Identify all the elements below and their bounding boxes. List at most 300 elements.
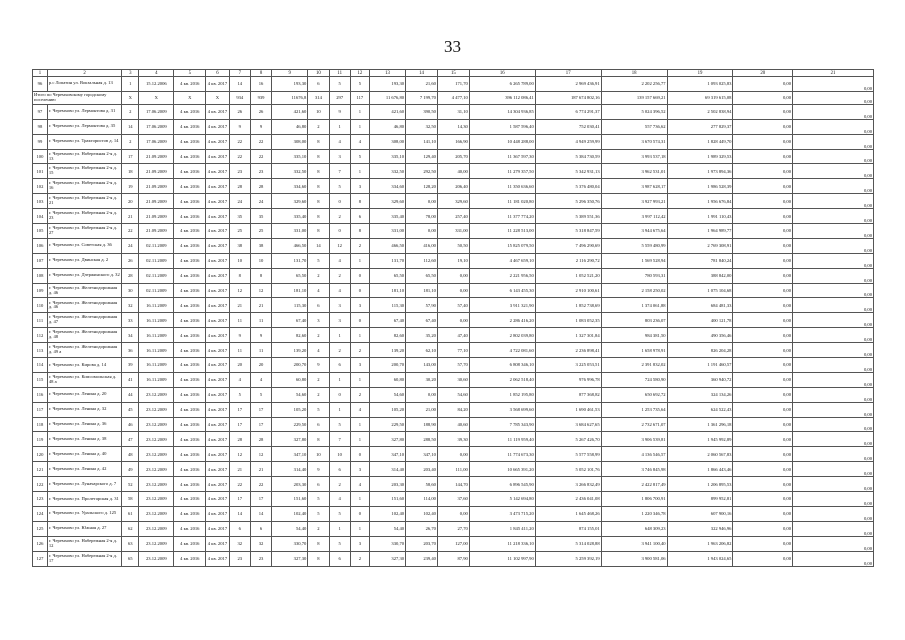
table-cell: 187 674 802,16: [535, 91, 601, 104]
table-cell: 21: [229, 298, 250, 313]
table-cell: 99: [33, 134, 48, 149]
table-cell: 8: [308, 194, 329, 209]
table-cell: 0,00: [733, 551, 793, 566]
table-cell: 0,00: [793, 402, 874, 417]
table-cell: 139 157 669,21: [601, 91, 667, 104]
table-cell: 3: [350, 298, 369, 313]
table-cell: г. Черемхово ул. Ленина д. 36: [47, 417, 121, 432]
table-cell: 6 143 455,30: [469, 283, 535, 298]
table-cell: 14: [406, 70, 438, 77]
table-cell: 11: [250, 343, 271, 358]
table-cell: 0,00: [733, 283, 793, 298]
table-cell: 6: [329, 358, 350, 373]
table-cell: 2 116 290,72: [535, 253, 601, 268]
table-cell: 78,00: [406, 209, 438, 224]
table-cell: 10 665 391,20: [469, 462, 535, 477]
table-cell: 329,60: [272, 194, 308, 209]
table-cell: 1 986 528,39: [667, 179, 733, 194]
table-cell: 23: [250, 164, 271, 179]
table-cell: 0,00: [733, 387, 793, 402]
table-row: [33, 253, 874, 268]
table-cell: 23.12.2009: [139, 492, 174, 507]
table-row: [33, 506, 874, 521]
table-cell: 21.09.2009: [139, 224, 174, 239]
table-cell: 0: [329, 194, 350, 209]
table-cell: 11 102 997,90: [469, 551, 535, 566]
table-row: [33, 283, 874, 298]
table-cell: 8: [350, 224, 369, 239]
table-cell: 5 559 480,99: [601, 238, 667, 253]
table-cell: 8: [308, 134, 329, 149]
table-cell: 16.11.2009: [139, 343, 174, 358]
table-cell: 181,10: [406, 283, 438, 298]
table-cell: 40,60: [437, 417, 469, 432]
table-cell: 0,00: [793, 149, 874, 164]
table-cell: 13: [369, 70, 405, 77]
table-cell: 4 кв. 2016: [174, 298, 206, 313]
table-cell: 12: [250, 447, 271, 462]
table-cell: г. Черемхово ул. Железнодорожная д. 46: [47, 298, 121, 313]
table-cell: г. Черемхово ул. Лермонтова д. 31: [47, 104, 121, 119]
table-cell: 1: [329, 402, 350, 417]
table-cell: 4 кв. 2016: [174, 417, 206, 432]
table-cell: 203,30: [272, 477, 308, 492]
table-cell: 330,70: [272, 536, 308, 551]
table-cell: 335,40: [272, 209, 308, 224]
table-cell: 347,10: [406, 447, 438, 462]
table-cell: 39: [122, 358, 139, 373]
table-cell: 650 692,72: [601, 387, 667, 402]
table-cell: 4: [350, 134, 369, 149]
table-cell: 8: [308, 536, 329, 551]
table-cell: 22: [250, 477, 271, 492]
table-cell: г. Черемхово ул. Ленина д. 20: [47, 387, 121, 402]
table-cell: 0,00: [437, 313, 469, 328]
table-cell: 4 кв. 2016: [174, 372, 206, 387]
table-row: [33, 238, 874, 253]
table-cell: 0,00: [733, 119, 793, 134]
table-cell: 25: [229, 224, 250, 239]
table-cell: 17: [229, 402, 250, 417]
table-cell: 877 368,82: [535, 387, 601, 402]
table-cell: 35: [250, 209, 271, 224]
table-cell: 17: [535, 70, 601, 77]
table-cell: 421,60: [369, 104, 405, 119]
table-row: [33, 492, 874, 507]
table-row: [33, 164, 874, 179]
table-cell: г. Черемхово ул. Ленина д. 40: [47, 447, 121, 462]
table-cell: 4 136 546,57: [601, 447, 667, 462]
table-cell: 0,00: [793, 358, 874, 373]
table-cell: 4 кв. 2017: [206, 536, 229, 551]
table-cell: г. Черемхово ул. Набережная 2-я д. 16: [47, 179, 121, 194]
table-cell: 12: [229, 283, 250, 298]
table-cell: 6: [308, 77, 329, 92]
table-cell: 52: [122, 477, 139, 492]
table-cell: 466,50: [369, 238, 405, 253]
table-cell: 1 569 528,94: [601, 253, 667, 268]
table-cell: г. Черемхово ул. Железнодорожная д. 47: [47, 313, 121, 328]
table-cell: 102,40: [406, 506, 438, 521]
table-cell: 02.11.2009: [139, 283, 174, 298]
table-row: [33, 194, 874, 209]
table-cell: 22: [122, 224, 139, 239]
table-cell: 0,00: [793, 506, 874, 521]
table-cell: 3 670 574,31: [601, 134, 667, 149]
table-cell: 5 318 847,59: [535, 224, 601, 239]
table-cell: 4 кв. 2016: [174, 387, 206, 402]
table-cell: 50,50: [437, 238, 469, 253]
total-row: [33, 91, 874, 104]
table-cell: 1 645 468,26: [535, 506, 601, 521]
table-cell: 2: [308, 372, 329, 387]
table-cell: 4 кв. 2016: [174, 283, 206, 298]
table-cell: 1 374 061,88: [601, 298, 667, 313]
table-cell: 4: [329, 134, 350, 149]
table-cell: 1: [350, 104, 369, 119]
table-cell: 229,50: [369, 417, 405, 432]
table-cell: 4 кв. 2016: [174, 432, 206, 447]
table-cell: 19: [667, 70, 733, 77]
table-cell: 65,50: [369, 268, 405, 283]
table-cell: 4 кв. 2016: [174, 477, 206, 492]
table-cell: 17: [250, 492, 271, 507]
table-cell: 18: [601, 70, 667, 77]
table-cell: 1 658 978,91: [601, 343, 667, 358]
table-cell: 0,00: [793, 134, 874, 149]
table-cell: 4 кв. 2017: [206, 238, 229, 253]
table-cell: 65,50: [272, 268, 308, 283]
table-cell: 15.12.2006: [139, 77, 174, 92]
table-cell: 57,40: [437, 298, 469, 313]
table-cell: 1 963 206,82: [667, 536, 733, 551]
table-cell: 421,60: [272, 104, 308, 119]
table-cell: 61: [122, 506, 139, 521]
table-cell: 1 828 449,70: [667, 134, 733, 149]
table-cell: 10: [250, 253, 271, 268]
table-cell: 0,00: [793, 447, 874, 462]
table-cell: 11 279 357,50: [469, 164, 535, 179]
table-cell: 4 кв. 2016: [174, 447, 206, 462]
table-cell: 84,20: [437, 402, 469, 417]
table-cell: 1 327 301,84: [535, 328, 601, 343]
table-cell: 3 266 832,49: [535, 477, 601, 492]
table-cell: 38: [250, 238, 271, 253]
table-cell: 10: [308, 447, 329, 462]
table-cell: 0,00: [793, 253, 874, 268]
table-cell: 229,50: [272, 417, 308, 432]
table-cell: 49: [122, 462, 139, 477]
table-cell: 1: [350, 492, 369, 507]
table-cell: 331,00: [272, 224, 308, 239]
table-cell: 2 221 956,50: [469, 268, 535, 283]
table-cell: 327,80: [369, 432, 405, 447]
table-cell: 206,40: [437, 179, 469, 194]
table-cell: г. Черемхово ул. Южная д. 27: [47, 521, 121, 536]
table-cell: 1 956 676,84: [667, 194, 733, 209]
table-row: [33, 417, 874, 432]
table-cell: 139,20: [369, 343, 405, 358]
table-cell: 0,00: [406, 224, 438, 239]
table-row: [33, 268, 874, 283]
table-cell: 0,00: [793, 283, 874, 298]
table-cell: 28: [250, 432, 271, 447]
table-cell: 6: [350, 209, 369, 224]
table-row: [33, 387, 874, 402]
table-cell: 41: [122, 372, 139, 387]
table-cell: 60,80: [369, 372, 405, 387]
table-cell: 984 381,50: [601, 328, 667, 343]
table-cell: 2: [308, 387, 329, 402]
table-cell: 23.12.2009: [139, 387, 174, 402]
table-cell: 115: [33, 372, 48, 387]
table-cell: 6: [250, 521, 271, 536]
table-cell: 77,10: [437, 343, 469, 358]
table-cell: 4 кв. 2017: [206, 149, 229, 164]
table-cell: 1: [350, 432, 369, 447]
table-cell: 57,70: [437, 358, 469, 373]
table-cell: 3: [329, 298, 350, 313]
table-cell: 17.06.2009: [139, 104, 174, 119]
table-cell: 21.09.2009: [139, 149, 174, 164]
table-cell: 4 кв. 2016: [174, 343, 206, 358]
table-cell: 7 199,70: [406, 91, 438, 104]
table-cell: 16.11.2009: [139, 298, 174, 313]
table-cell: 111: [33, 313, 48, 328]
table-cell: 14: [308, 238, 329, 253]
table-cell: г. Черемхово ул. Советская д. 36: [47, 238, 121, 253]
table-cell: 117: [33, 402, 48, 417]
table-cell: 0: [329, 387, 350, 402]
table-cell: 3: [350, 536, 369, 551]
table-cell: 0,00: [733, 372, 793, 387]
table-cell: 32: [250, 536, 271, 551]
table-cell: 33: [122, 313, 139, 328]
table-cell: 0,00: [793, 417, 874, 432]
table-cell: 17: [122, 149, 139, 164]
table-cell: 396 112 086,41: [469, 91, 535, 104]
table-cell: 648 309,23: [601, 521, 667, 536]
table-cell: 0,00: [733, 536, 793, 551]
table-cell: 109: [33, 283, 48, 298]
table-cell: 2 436 041,08: [535, 492, 601, 507]
table-cell: 19,10: [437, 253, 469, 268]
table-cell: 0,00: [733, 506, 793, 521]
table-cell: 9: [329, 104, 350, 119]
table-cell: 3 225 053,51: [535, 358, 601, 373]
table-cell: 22: [229, 134, 250, 149]
table-cell: г. Черемхово ул. Уральского д. 125: [47, 506, 121, 521]
table-cell: 7: [229, 70, 250, 77]
table-cell: X: [122, 91, 139, 104]
table-cell: 5: [350, 149, 369, 164]
table-cell: 46: [122, 417, 139, 432]
table-cell: 23.12.2009: [139, 462, 174, 477]
table-cell: 1: [350, 328, 369, 343]
table-cell: 19: [122, 179, 139, 194]
table-cell: 4 кв. 2017: [206, 551, 229, 566]
table-cell: 54,40: [272, 521, 308, 536]
table-cell: 200,70: [369, 358, 405, 373]
table-cell: 5 052 101,76: [535, 462, 601, 477]
table-cell: 0,00: [793, 387, 874, 402]
table-cell: 4: [350, 402, 369, 417]
table-cell: 24: [122, 238, 139, 253]
table-cell: 11 774 673,30: [469, 447, 535, 462]
table-cell: 3 987 628,17: [601, 179, 667, 194]
table-cell: 4 кв. 2016: [174, 224, 206, 239]
table-cell: 21: [250, 462, 271, 477]
table-cell: 5 384 730,59: [535, 149, 601, 164]
table-cell: 332,50: [369, 164, 405, 179]
table-cell: 116: [33, 387, 48, 402]
table-cell: г. Черемхово ул. Комсомольская д. 48 а: [47, 372, 121, 387]
table-cell: 5 259 392,19: [535, 551, 601, 566]
table-cell: 0,00: [793, 209, 874, 224]
table-cell: 4 кв. 2016: [174, 77, 206, 92]
table-cell: X: [174, 91, 206, 104]
table-cell: 4 кв. 2016: [174, 506, 206, 521]
table-cell: 7: [329, 164, 350, 179]
table-cell: 14: [250, 506, 271, 521]
table-cell: 3 900 581,06: [601, 551, 667, 566]
table-cell: 02.11.2009: [139, 253, 174, 268]
table-cell: 4: [229, 372, 250, 387]
table-cell: 2: [122, 134, 139, 149]
table-cell: 67,40: [272, 313, 308, 328]
table-cell: 4 кв. 2016: [174, 313, 206, 328]
table-cell: 322 946,96: [667, 521, 733, 536]
table-cell: 10: [329, 447, 350, 462]
table-cell: 1 991 110,43: [667, 209, 733, 224]
table-cell: 0,00: [793, 313, 874, 328]
table-cell: 0,00: [437, 447, 469, 462]
table-cell: 288,50: [406, 432, 438, 447]
table-cell: 0,00: [793, 119, 874, 134]
table-cell: 1: [329, 119, 350, 134]
table-cell: 5 577 558,99: [535, 447, 601, 462]
table-cell: 3 944 675,64: [601, 224, 667, 239]
table-cell: 0,00: [793, 521, 874, 536]
table-cell: 2 422 817,49: [601, 477, 667, 492]
table-cell: 4 кв. 2017: [206, 432, 229, 447]
table-cell: 308,00: [369, 134, 405, 149]
table-cell: 6 896 545,90: [469, 477, 535, 492]
table-cell: 4 кв. 2016: [174, 164, 206, 179]
column-number-row: [33, 70, 874, 77]
table-cell: 151,60: [369, 492, 405, 507]
table-cell: 54,60: [437, 387, 469, 402]
table-cell: 4 кв. 2016: [174, 238, 206, 253]
table-cell: 314: [308, 91, 329, 104]
table-cell: 4 кв. 2017: [206, 372, 229, 387]
table-cell: 803 236,07: [601, 313, 667, 328]
table-cell: 0,00: [793, 343, 874, 358]
table-cell: 7: [329, 432, 350, 447]
table-cell: 8: [250, 70, 271, 77]
table-cell: 11: [329, 70, 350, 77]
table-cell: 1: [350, 119, 369, 134]
table-cell: 1 964 989,77: [667, 224, 733, 239]
table-cell: г. Черемхово ул. Набережная 2-я д. 13: [47, 149, 121, 164]
table-cell: 16: [469, 70, 535, 77]
table-cell: 347,10: [369, 447, 405, 462]
table-cell: 12: [229, 447, 250, 462]
table-cell: 4 кв. 2016: [174, 521, 206, 536]
table-cell: г. Черемхово ул. Дзержинского д. 32: [47, 268, 121, 283]
table-cell: 9: [250, 119, 271, 134]
table-cell: 193,30: [369, 77, 405, 92]
table-cell: 3 906 539,81: [601, 432, 667, 447]
table-cell: 2 158 250,02: [601, 283, 667, 298]
table-cell: 125: [33, 521, 48, 536]
table-cell: 5: [308, 253, 329, 268]
table-cell: 8: [308, 551, 329, 566]
table-cell: 939: [250, 91, 271, 104]
table-cell: 32,50: [406, 119, 438, 134]
table-cell: 96: [33, 77, 48, 92]
table-cell: 4 кв. 2017: [206, 283, 229, 298]
table-cell: 3: [350, 462, 369, 477]
table-cell: 8: [308, 432, 329, 447]
table-cell: 308,00: [272, 134, 308, 149]
table-cell: 02.11.2009: [139, 238, 174, 253]
table-cell: 1 253 735,64: [601, 402, 667, 417]
table-cell: 2 969 436,91: [535, 77, 601, 92]
table-cell: 11 228 513,00: [469, 224, 535, 239]
table-cell: 0: [350, 283, 369, 298]
table-cell: 416,00: [406, 238, 438, 253]
table-cell: 115,30: [272, 298, 308, 313]
table-cell: 10: [308, 70, 329, 77]
table-cell: 30,20: [406, 372, 438, 387]
table-cell: 4 кв. 2017: [206, 179, 229, 194]
table-cell: г. Черемхово ул. Трактористов д. 14: [47, 134, 121, 149]
table-cell: 0,00: [793, 477, 874, 492]
table-cell: 2: [350, 551, 369, 566]
table-cell: 1 206 895,53: [667, 477, 733, 492]
table-cell: 23.12.2009: [139, 477, 174, 492]
table-cell: 11 350 636,60: [469, 179, 535, 194]
table-cell: 2 910 100,61: [535, 283, 601, 298]
table-cell: 203,70: [406, 536, 438, 551]
table-cell: 2: [329, 343, 350, 358]
table-cell: 21,60: [406, 77, 438, 92]
table-cell: 4 кв. 2017: [206, 387, 229, 402]
table-cell: 23.12.2009: [139, 551, 174, 566]
table-cell: г. Черемхово ул. Ленина д. 38: [47, 432, 121, 447]
table-cell: 4: [139, 70, 174, 77]
table-cell: 12: [250, 283, 271, 298]
table-cell: 1: [329, 521, 350, 536]
table-cell: 111,00: [437, 462, 469, 477]
table-cell: 143,00: [406, 358, 438, 373]
table-cell: 11: [250, 313, 271, 328]
table-cell: 0,00: [733, 298, 793, 313]
table-cell: 58,60: [406, 477, 438, 492]
table-cell: 4 кв. 2017: [206, 447, 229, 462]
table-cell: 34: [122, 328, 139, 343]
table-cell: 107: [33, 253, 48, 268]
table-cell: 20: [733, 70, 793, 77]
table-cell: 466,50: [272, 238, 308, 253]
table-cell: 0,00: [437, 268, 469, 283]
table-cell: 1 220 346,78: [601, 506, 667, 521]
table-row: [33, 447, 874, 462]
table-cell: г. Черемхово ул. Железнодорожная д. 48: [47, 328, 121, 343]
table-cell: 4 кв. 2017: [206, 194, 229, 209]
table-cell: 118: [33, 417, 48, 432]
